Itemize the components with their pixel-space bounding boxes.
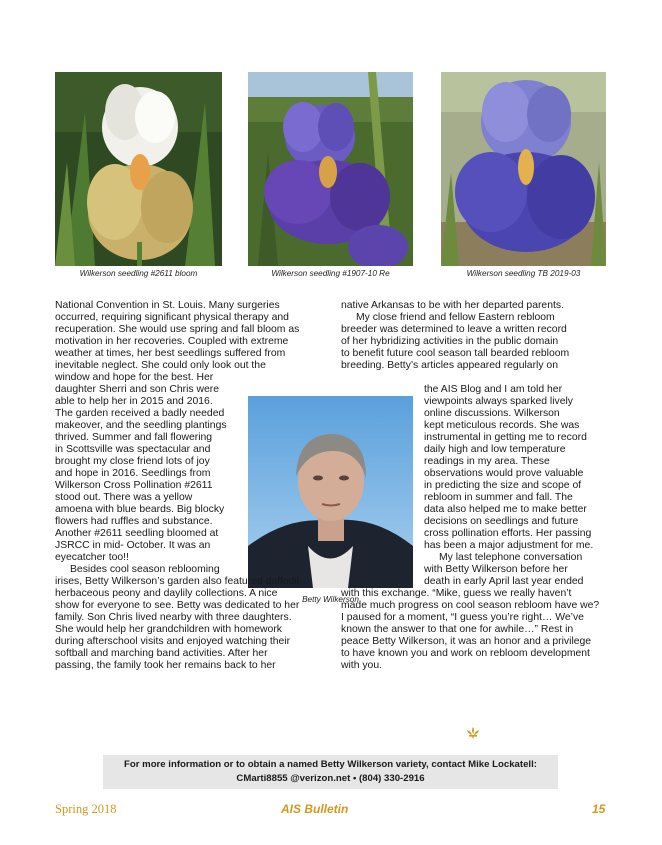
body-text-line: rebloom in summer and fall. The bbox=[424, 492, 573, 503]
body-text-line: Besides cool season reblooming bbox=[70, 564, 220, 575]
body-text-line: daughter Sherri and son Chris were bbox=[55, 384, 220, 395]
photo-seedling-tb-2019-03 bbox=[441, 72, 606, 266]
body-text-line: daily high and low temperature bbox=[424, 444, 566, 455]
body-text-line: She would help her grandchildren with homework bbox=[55, 624, 282, 635]
body-text-line: death in early April last year ended bbox=[424, 576, 584, 587]
portrait-betty-wilkerson bbox=[248, 396, 413, 588]
photo-caption: Wilkerson seedling TB 2019-03 bbox=[466, 269, 581, 278]
body-text-line: with Betty Wilkerson before her bbox=[424, 564, 568, 575]
body-text-line: softball and marching band activities. After her bbox=[55, 648, 268, 659]
body-text-line: breeder was determined to leave a written record bbox=[341, 324, 567, 335]
body-text-line: instrumental in getting me to record bbox=[424, 432, 587, 443]
body-text-line: National Convention in St. Louis. Many surgeries bbox=[55, 300, 280, 311]
body-text-line: JSRCC in mid- October. It was an bbox=[55, 540, 211, 551]
body-text-line: viewpoints always sparked lively bbox=[424, 396, 573, 407]
body-text-line: weather at times, her best seedlings suffered from bbox=[55, 348, 286, 359]
body-text-line: the AIS Blog and I am told her bbox=[424, 384, 563, 395]
body-text-line: has been a major adjustment for me. bbox=[424, 540, 594, 551]
body-text-line: amoena with blue beards. Big blocky bbox=[55, 504, 225, 515]
body-text-line: The garden received a badly needed bbox=[55, 408, 225, 419]
body-text-line: recuperation. She would use spring and fall bloom as bbox=[55, 324, 300, 335]
body-text-line: family. Son Chris lived nearby with three daughters. bbox=[55, 612, 292, 623]
photo-caption: Wilkerson seedling #1907-10 Re bbox=[271, 269, 390, 278]
page-number: 15 bbox=[592, 802, 606, 816]
body-text-line: with this exchange. “Mike, guess we really haven’t bbox=[341, 588, 572, 599]
body-text-line: thrived. Summer and fall flowering bbox=[55, 432, 213, 443]
body-text-line: cross pollination efforts. Her passing bbox=[424, 528, 592, 539]
fleur-de-lis-icon bbox=[466, 727, 480, 739]
body-text-line: My last telephone conversation bbox=[439, 552, 583, 563]
body-text-line: with you. bbox=[341, 660, 383, 671]
publication-name: AIS Bulletin bbox=[281, 802, 349, 816]
body-text-line: stood out. There was a yellow bbox=[55, 492, 193, 503]
body-text-line: kept meticulous records. She was bbox=[424, 420, 580, 431]
body-text-line: occurred, requiring significant physical therapy and bbox=[55, 312, 289, 323]
body-text-line: Wilkerson Cross Pollination #2611 bbox=[55, 480, 213, 491]
body-text-line: able to help her in 2015 and 2016. bbox=[55, 396, 213, 407]
body-text-line: My close friend and fellow Eastern rebloom bbox=[356, 312, 555, 323]
issue-season: Spring 2018 bbox=[55, 802, 117, 816]
photo-caption: Wilkerson seedling #2611 bloom bbox=[79, 269, 198, 278]
body-text-line: peace Betty Wilkerson, it was an honor and a privilege bbox=[341, 636, 592, 647]
body-text-line: irises, Betty Wilkerson’s garden also featured daffodil, bbox=[55, 576, 302, 587]
photo-seedling-2611 bbox=[55, 72, 222, 266]
body-text-line: online discussions. Wilkerson bbox=[424, 408, 560, 419]
body-text-line: during afterschool visits and enjoyed watching their bbox=[55, 636, 291, 647]
photo-seedling-1907-10 bbox=[248, 72, 413, 266]
body-text-line: made much progress on cool season rebloom have we? bbox=[341, 600, 600, 611]
body-text-line: window and hope for the best. Her bbox=[55, 372, 214, 383]
body-text-line: decisions on seedlings and future bbox=[424, 516, 579, 527]
body-text-line: Another #2611 seedling bloomed at bbox=[55, 528, 219, 539]
body-text-line: readings in my area. These bbox=[424, 456, 550, 467]
body-text-line: observations would prove valuable bbox=[424, 468, 584, 479]
body-text-line: passing, the family took her remains back to her bbox=[55, 660, 276, 671]
body-text-line: in Scottsville was spectacular and bbox=[55, 444, 211, 455]
body-text-line: to have known you and work on rebloom development bbox=[341, 648, 590, 659]
body-text-line: brought my close friend lots of joy bbox=[55, 456, 210, 467]
body-text-line: native Arkansas to be with her departed parents. bbox=[341, 300, 564, 311]
body-text-line: data also helped me to make better bbox=[424, 504, 587, 515]
portrait-caption: Betty Wilkerson bbox=[302, 595, 359, 604]
body-text-line: and hope in 2016. Seedlings from bbox=[55, 468, 211, 479]
body-text-line: breeding. Betty’s articles appeared regularly on bbox=[341, 360, 558, 371]
body-text-line: of her hybridizing activities in the public domain bbox=[341, 336, 559, 347]
body-text-line: eyecatcher too!! bbox=[55, 552, 129, 563]
body-text-line: known the answer to that one for awhile…” Rest in bbox=[341, 624, 574, 635]
body-text-line: I paused for a moment, “I guess you’re right… We’ve bbox=[341, 612, 584, 623]
body-text-line: herbaceous peony and daylily collections. A nice bbox=[55, 588, 278, 599]
body-text-line: to benefit future cool season tall bearded rebloom bbox=[341, 348, 570, 359]
contact-info-line: For more information or to obtain a named Betty Wilkerson variety, contact Mike Lockatell: bbox=[124, 759, 537, 770]
body-text-line: show for everyone to see. Betty was dedicated to her bbox=[55, 600, 300, 611]
body-text-line: in predicting the size and scope of bbox=[424, 480, 582, 491]
contact-info-box bbox=[103, 755, 558, 789]
body-text-line: inevitable neglect. She could only look out the bbox=[55, 360, 266, 371]
body-text-line: motivation in her recoveries. Coupled with extreme bbox=[55, 336, 289, 347]
contact-details: CMarti8855 @verizon.net • (804) 330-2916 bbox=[236, 773, 425, 784]
body-text-line: flowers had ruffles and substance. bbox=[55, 516, 213, 527]
body-text-line: makeover, and the seedling plantings bbox=[55, 420, 227, 431]
